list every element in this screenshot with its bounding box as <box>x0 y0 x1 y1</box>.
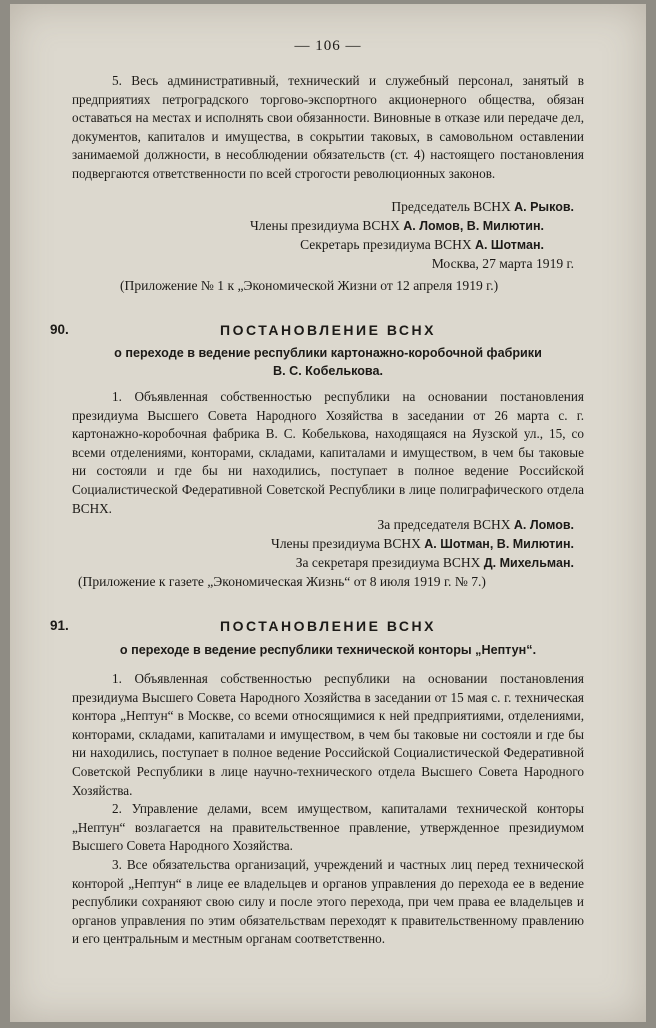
sig1-line2-name: А. Ломов, В. Милютин. <box>403 218 544 233</box>
doc90-sig-line2-prefix: Члены президиума ВСНХ <box>271 535 421 551</box>
doc90-subheading <box>10 344 646 380</box>
doc91-paragraph-2: 2. Управление делами, всем имуществом, капиталами технической конторы „Нептун“ возлагается на правительственное правление, утвержденное президиумом Высшего Совета Народного Хозяйства. <box>72 801 584 854</box>
doc90-sig-line1-name: А. Ломов. <box>513 518 574 532</box>
place-date: Москва, 27 марта 1919 г. <box>431 256 574 271</box>
sig1-line3-prefix: Секретарь президиума ВСНХ <box>300 236 472 252</box>
sig1-line1-name: А. Рыков. <box>514 200 574 214</box>
doc90-body: 1. Объявленная собственностью республики на основании постановления президиума Высшего Совета Народного Хозяйства в заседании от 26 марта с. г. картонажно-коробочная фабрика В. С. Кобелькова, находящаяся на Яузской ул., 15, со всеми отделениями, конторами, складами, капиталами и имуществом, в чем бы таковые ни состояли и где бы ни находились, поступает в полное ведение Российской Социалистической Федеративной Советской Республики в лице полиграфического отдела ВСНХ. <box>72 389 584 516</box>
doc90-sig-line3-name: Д. Михельман. <box>483 555 574 570</box>
doc90-sig-line2-name: А. Шотман, В. Милютин. <box>424 536 574 551</box>
doc90-subheading-line2: В. С. Кобелькова. <box>273 364 383 378</box>
doc90-heading: ПОСТАНОВЛЕНИЕ ВСНХ <box>220 322 436 338</box>
sig1-line3-name: А. Шотман. <box>474 237 544 252</box>
sig1-line1-prefix: Председатель ВСНХ <box>391 199 511 214</box>
document-page <box>10 4 646 1022</box>
doc90-sig-line1-prefix: За председателя ВСНХ <box>377 517 511 532</box>
doc90-sig-line3-prefix: За секретаря президиума ВСНХ <box>295 554 481 570</box>
paragraph-5: 5. Весь административный, технический и служебный персонал, занятый в предприятиях петроградского торгово-экспортного акционерного общества, обязан оставаться на местах и исполнять свои обязанности. Виновные в отказе или передаче дел, документов, капиталов и имущества, в сокрытии таковых, в самовольном оставлении занимаемой должности, в несоблюдении обязательств (ст. 4) настоящего постановления подвергаются ответственности по всей строгости революционных законов. <box>72 73 584 181</box>
doc91-paragraph-3: 3. Все обязательства организаций, учреждений и частных лиц перед технической конторой „Нептун“ в лице ее владельцев и органов управления до перехода ее в ведение республики сохраняют свою силу и после этого перехода, при чем права ее владельцев и органов управления по этим обязательствам переходят к правительственному правлению и его центральным и местным органам соответственно. <box>72 857 584 947</box>
document-number-91: 91. <box>50 618 69 633</box>
doc90-subheading-line1: о переходе в ведение республики картонажно-коробочной фабрики <box>114 346 542 360</box>
signature-block-1 <box>250 198 574 254</box>
page-number: — 106 — <box>294 38 362 54</box>
doc90-signature-block <box>271 516 574 572</box>
document-number-90: 90. <box>50 322 69 337</box>
sig1-line2-prefix: Члены президиума ВСНХ <box>250 217 400 233</box>
source-note-1: (Приложение № 1 к „Экономической Жизни от 12 апреля 1919 г.) <box>120 278 499 293</box>
doc91-paragraph-1: 1. Объявленная собственностью республики на основании постановления президиума Высшего Совета Народного Хозяйства в заседании от 15 мая с. г. техническая контора „Нептун“ в Москве, со всеми относящимися к ней предприятиями, отделениями, конторами, складами, капиталами и имуществом, в чем бы таковые ни состояли и где бы ни находились, поступает в полное ведение Российской Социалистической Федеративной Советской Республики в лице научно-технического отдела Высшего Совета Народного Хозяйства. <box>72 671 584 798</box>
doc91-heading: ПОСТАНОВЛЕНИЕ ВСНХ <box>220 618 436 634</box>
doc91-subheading: о переходе в ведение республики технической конторы „Нептун“. <box>119 643 537 657</box>
doc90-source-note: (Приложение к газете „Экономическая Жизнь“ от 8 июля 1919 г. № 7.) <box>78 574 486 589</box>
